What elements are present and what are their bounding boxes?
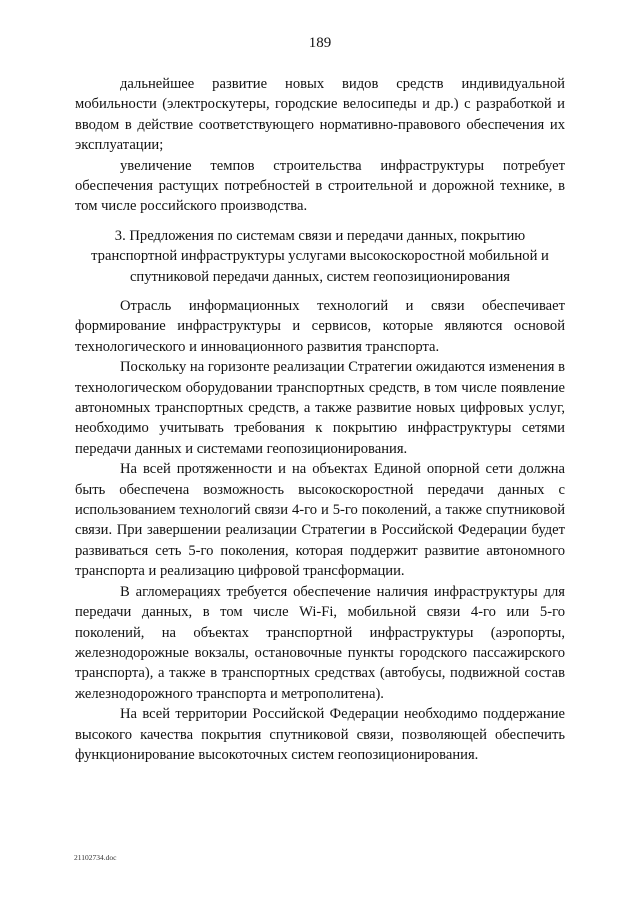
list-item: увеличение темпов строительства инфраструктуры потребует обеспечения растущих потребностей в строительной и дорожной технике, в том числе российского производства. — [75, 157, 565, 215]
paragraph: В агломерациях требуется обеспечение наличия инфраструктуры для передачи данных, в том числе Wi-Fi, мобильной связи 4-го или 5-го поколений, на объектах транспортной инфраструктуры (аэропорты, железнодорожные вокзалы, остановочные пункты городского пассажирского транспорта), а также в транспортных средствах (автобусы, подвижной состав железнодорожного транспорта и метрополитена). — [75, 583, 565, 702]
paragraph: Поскольку на горизонте реализации Стратегии ожидаются изменения в технологическом оборудовании транспортных средств, в том числе появление автономных транспортных средств, а также развитие новых цифровых услуг, необходимо учитывать требования к покрытию инфраструктуры сетями передачи данных и системами геопозиционирования. — [75, 359, 565, 457]
paragraph: Отрасль информационных технологий и связи обеспечивает формирование инфраструктуры и сервисов, которые являются основой технологического и инновационного развития транспорта. — [75, 298, 565, 355]
paragraph: На всей протяженности и на объектах Единой опорной сети должна быть обеспечена возможность высокоскоростной передачи данных с использованием технологий связи 4-го и 5-го поколений, а также спутниковой связи. При завершении реализации Стратегии в Российской Федерации будет развиваться сеть 5-го поколения, которая поддержит развитие автономного транспорта и реализацию цифровой трансформации. — [75, 461, 565, 580]
section-heading: 3. Предложения по системам связи и передачи данных, покрытию транспортной инфраструктуры услугами высокоскоростной мобильной и спутниковой передачи данных, систем геопозиционирования — [91, 228, 549, 285]
body-text — [75, 296, 565, 765]
list-block — [75, 74, 565, 217]
paragraph: На всей территории Российской Федерации необходимо поддержание высокого качества покрытия спутниковой связи, позволяющей обеспечить функционирование высокоточных систем геопозиционирования. — [75, 706, 565, 763]
footer-filename: 21102734.doc — [74, 853, 117, 862]
page-number: 189 — [308, 35, 332, 51]
list-item: дальнейшее развитие новых видов средств индивидуальной мобильности (электроскутеры, городские велосипеды и др.) с разработкой и вводом в действие соответствующего нормативно-правового обеспечения их эксплуатации; — [75, 76, 565, 154]
